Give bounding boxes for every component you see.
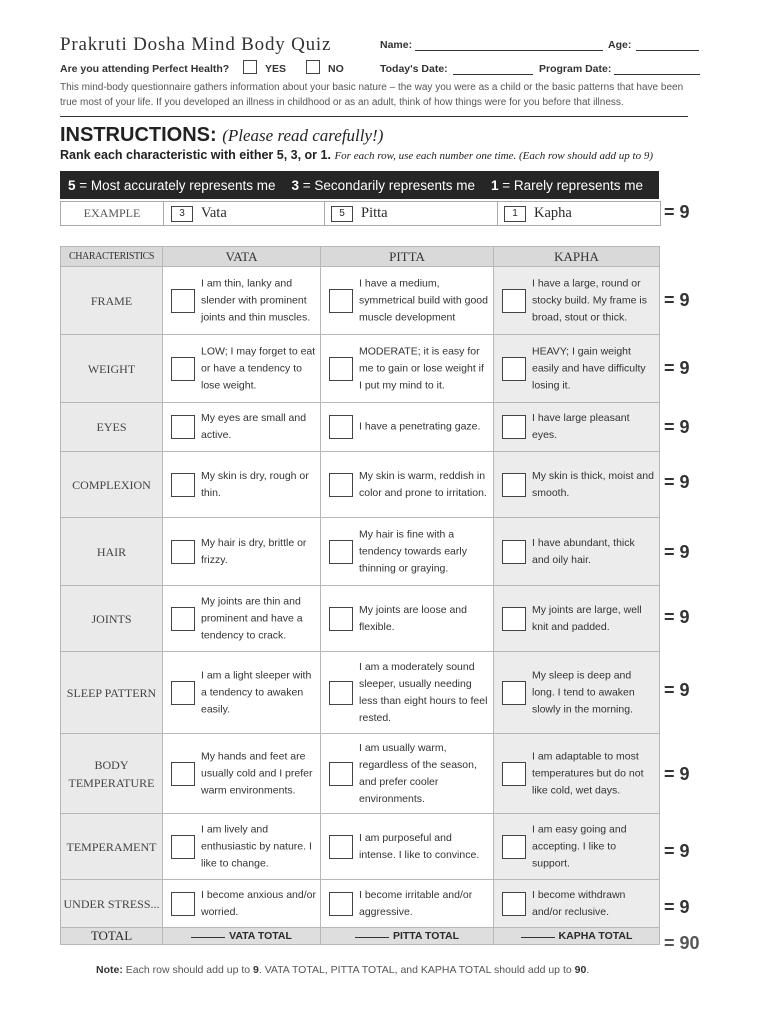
note-nine: 9 xyxy=(253,964,259,976)
example-pitta-box: 5 xyxy=(331,206,353,222)
row-sum: = 9 xyxy=(664,764,690,784)
note-text-b: . VATA TOTAL, PITTA TOTAL, and KAPHA TOTAL should add up to xyxy=(258,964,572,976)
pitta-text: I am purposeful and intense. I like to convince. xyxy=(359,831,480,861)
pitta-cell xyxy=(321,518,494,586)
rank-text: Rank each characteristic with either 5, 3, or 1. xyxy=(60,148,331,162)
example-row xyxy=(60,201,661,226)
vata-cell xyxy=(163,734,321,814)
pitta-score-box[interactable] xyxy=(329,892,353,916)
kapha-text: I have a large, round or stocky build. My frame is broad, stout or thick. xyxy=(532,277,647,323)
kapha-score-box[interactable] xyxy=(502,415,526,439)
kapha-score-box[interactable] xyxy=(502,357,526,381)
kapha-cell xyxy=(494,880,660,928)
vata-text: I am lively and enthusiastic by nature. I like to change. xyxy=(201,823,312,869)
pitta-text: I am a moderately sound sleeper, usually needing less than eight hours to feel rested. xyxy=(359,660,488,724)
vata-score-box[interactable] xyxy=(171,540,195,564)
name-field[interactable] xyxy=(415,50,603,51)
vata-score-box[interactable] xyxy=(171,415,195,439)
kapha-score-box[interactable] xyxy=(502,289,526,313)
kapha-text: I have abundant, thick and oily hair. xyxy=(532,536,635,566)
vata-cell xyxy=(163,814,321,880)
legend-three xyxy=(292,178,476,193)
footer-note xyxy=(96,964,589,976)
kapha-score-box[interactable] xyxy=(502,835,526,859)
row-sum: = 9 xyxy=(664,542,690,562)
kapha-cell xyxy=(494,403,660,452)
vata-text: My hands and feet are usually cold and I prefer warm environments. xyxy=(201,750,313,796)
row-name: TEMPERAMENT xyxy=(61,814,163,880)
vata-cell xyxy=(163,335,321,403)
yes-checkbox[interactable] xyxy=(243,60,257,74)
header-characteristics: CHARACTERISTICS xyxy=(61,247,163,267)
kapha-cell xyxy=(494,452,660,518)
row-name: HAIR xyxy=(61,518,163,586)
pitta-text: I have a penetrating gaze. xyxy=(359,420,481,433)
vata-cell xyxy=(163,586,321,652)
pitta-text: MODERATE; it is easy for me to gain or lose weight if I put my mind to it. xyxy=(359,345,484,391)
kapha-text: My joints are large, well knit and padded. xyxy=(532,603,642,633)
vata-score-box[interactable] xyxy=(171,289,195,313)
legend-three-num: 3 xyxy=(291,177,300,193)
kapha-score-box[interactable] xyxy=(502,681,526,705)
perfect-health-question: Are you attending Perfect Health? xyxy=(60,63,230,75)
row-sum: = 9 xyxy=(664,358,690,378)
rank-subtext: For each row, use each number one time. (Each row should add up to 9) xyxy=(334,150,653,162)
row-name: COMPLEXION xyxy=(61,452,163,518)
vata-total-field[interactable] xyxy=(191,937,225,938)
pitta-score-box[interactable] xyxy=(329,835,353,859)
program-date-label: Program Date: xyxy=(539,63,612,75)
row-sum: = 9 xyxy=(664,897,690,917)
pitta-score-box[interactable] xyxy=(329,415,353,439)
pitta-cell xyxy=(321,452,494,518)
vata-text: My skin is dry, rough or thin. xyxy=(201,469,309,499)
kapha-total-label: KAPHA TOTAL xyxy=(558,930,633,942)
dosha-table xyxy=(60,246,660,945)
row-name: UNDER STRESS... xyxy=(61,880,163,928)
age-label: Age: xyxy=(608,39,632,51)
pitta-score-box[interactable] xyxy=(329,289,353,313)
example-pitta xyxy=(324,202,501,225)
note-text-a: Each row should add up to xyxy=(125,964,251,976)
table-header-row xyxy=(61,247,660,267)
example-label: EXAMPLE xyxy=(61,202,164,225)
legend-one-num: 1 xyxy=(491,177,499,193)
example-kapha-word: Kapha xyxy=(534,205,572,221)
vata-score-box[interactable] xyxy=(171,681,195,705)
kapha-text: I become withdrawn and/or reclusive. xyxy=(532,888,626,918)
vata-total xyxy=(163,928,321,945)
table-row xyxy=(61,814,660,880)
legend-five-text: = Most accurately represents me xyxy=(79,177,276,193)
pitta-cell xyxy=(321,880,494,928)
vata-text: I am a light sleeper with a tendency to awaken easily. xyxy=(201,669,312,715)
row-name: WEIGHT xyxy=(61,335,163,403)
rank-instruction xyxy=(60,148,653,162)
legend-five-num: 5 xyxy=(68,177,76,193)
legend-three-text: = Secondarily represents me xyxy=(302,177,475,193)
row-sum: = 9 xyxy=(664,417,690,437)
legend-bar xyxy=(60,171,659,199)
table-row xyxy=(61,518,660,586)
vata-cell xyxy=(163,652,321,734)
table-row xyxy=(61,734,660,814)
example-vata-box: 3 xyxy=(171,206,193,222)
vata-score-box[interactable] xyxy=(171,835,195,859)
table-row xyxy=(61,452,660,518)
pitta-cell xyxy=(321,586,494,652)
kapha-score-box[interactable] xyxy=(502,892,526,916)
table-row xyxy=(61,267,660,335)
legend-five xyxy=(68,178,276,193)
example-vata xyxy=(171,202,321,225)
pitta-cell xyxy=(321,734,494,814)
name-label: Name: xyxy=(380,39,413,51)
instructions-label: INSTRUCTIONS: xyxy=(60,124,217,146)
example-kapha-box: 1 xyxy=(504,206,526,222)
pitta-score-box[interactable] xyxy=(329,607,353,631)
vata-cell xyxy=(163,880,321,928)
pitta-text: My hair is fine with a tendency towards early thinning or graying. xyxy=(359,528,467,574)
kapha-cell xyxy=(494,586,660,652)
kapha-text: I am easy going and accepting. I like to support. xyxy=(532,823,627,869)
example-vata-word: Vata xyxy=(201,205,227,221)
example-sum: = 9 xyxy=(664,202,690,222)
pitta-text: I have a medium, symmetrical build with good muscle development xyxy=(359,277,488,323)
row-sum: = 9 xyxy=(664,841,690,861)
instructions-note: (Please read carefully!) xyxy=(222,126,384,145)
pitta-text: I become irritable and/or aggressive. xyxy=(359,888,473,918)
no-checkbox[interactable] xyxy=(306,60,320,74)
row-name: SLEEP PATTERN xyxy=(61,652,163,734)
vata-cell xyxy=(163,452,321,518)
row-sum: = 9 xyxy=(664,680,690,700)
todays-date-field[interactable] xyxy=(453,74,533,75)
vata-score-box[interactable] xyxy=(171,607,195,631)
vata-text: My joints are thin and prominent and have a tendency to crack. xyxy=(201,595,303,641)
vata-text: My eyes are small and active. xyxy=(201,412,307,441)
kapha-total-field[interactable] xyxy=(521,937,555,938)
kapha-text: My skin is thick, moist and smooth. xyxy=(532,469,654,499)
legend-one xyxy=(491,178,643,193)
pitta-cell xyxy=(321,335,494,403)
kapha-score-box[interactable] xyxy=(502,473,526,497)
pitta-cell xyxy=(321,403,494,452)
pitta-total-field[interactable] xyxy=(355,937,389,938)
total-label: TOTAL xyxy=(61,928,163,945)
kapha-score-box[interactable] xyxy=(502,607,526,631)
pitta-text: My joints are loose and flexible. xyxy=(359,603,467,633)
pitta-text: I am usually warm, regardless of the season, and prefer cooler environments. xyxy=(359,741,477,805)
row-sum: = 9 xyxy=(664,472,690,492)
row-sum: = 9 xyxy=(664,290,690,310)
todays-date-label: Today's Date: xyxy=(380,63,448,75)
note-text-c: . xyxy=(586,964,590,976)
program-date-field[interactable] xyxy=(614,74,700,75)
vata-cell xyxy=(163,267,321,335)
row-name: JOINTS xyxy=(61,586,163,652)
note-label: Note: xyxy=(96,964,123,976)
kapha-cell xyxy=(494,518,660,586)
vata-text: LOW; I may forget to eat or have a tendency to lose weight. xyxy=(201,345,316,391)
pitta-cell xyxy=(321,814,494,880)
row-name: FRAME xyxy=(61,267,163,335)
pitta-cell xyxy=(321,267,494,335)
kapha-cell xyxy=(494,734,660,814)
table-row xyxy=(61,586,660,652)
note-ninety: 90 xyxy=(574,964,587,976)
table-row xyxy=(61,652,660,734)
total-row xyxy=(61,928,660,945)
intro-text: This mind-body questionnaire gathers information about your basic nature – the way you were as a child or the basic patterns that have been true most of your life. If you developed an illness in childhood or as an adult, think of how things were for you before that illness. xyxy=(60,82,684,108)
quiz-title: Prakruti Dosha Mind Body Quiz xyxy=(60,34,332,55)
kapha-text: I have large pleasant eyes. xyxy=(532,412,630,441)
divider xyxy=(60,116,688,117)
kapha-text: My sleep is deep and long. I tend to awaken slowly in the morning. xyxy=(532,669,635,715)
vata-cell xyxy=(163,403,321,452)
vata-text: I become anxious and/or worried. xyxy=(201,888,316,918)
pitta-score-box[interactable] xyxy=(329,473,353,497)
header-pitta: PITTA xyxy=(321,247,494,267)
kapha-cell xyxy=(494,267,660,335)
instructions-heading xyxy=(60,124,383,147)
vata-cell xyxy=(163,518,321,586)
pitta-text: My skin is warm, reddish in color and prone to irritation. xyxy=(359,469,487,499)
vata-total-label: VATA TOTAL xyxy=(229,930,292,942)
kapha-score-box[interactable] xyxy=(502,762,526,786)
vata-score-box[interactable] xyxy=(171,762,195,786)
pitta-total xyxy=(321,928,494,945)
pitta-score-box[interactable] xyxy=(329,762,353,786)
vata-score-box[interactable] xyxy=(171,357,195,381)
vata-text: I am thin, lanky and slender with prominent joints and thin muscles. xyxy=(201,277,311,323)
row-name: BODY TEMPERATURE xyxy=(61,734,163,814)
vata-score-box[interactable] xyxy=(171,473,195,497)
kapha-score-box[interactable] xyxy=(502,540,526,564)
vata-score-box[interactable] xyxy=(171,892,195,916)
row-sum: = 9 xyxy=(664,607,690,627)
example-pitta-word: Pitta xyxy=(361,205,388,221)
kapha-text: I am adaptable to most temperatures but do not like cold, wet days. xyxy=(532,750,644,796)
header-kapha: KAPHA xyxy=(494,247,660,267)
pitta-cell xyxy=(321,652,494,734)
kapha-cell xyxy=(494,814,660,880)
grand-total: = 90 xyxy=(664,933,700,953)
pitta-score-box[interactable] xyxy=(329,357,353,381)
kapha-total xyxy=(494,928,660,945)
pitta-score-box[interactable] xyxy=(329,681,353,705)
legend-one-text: = Rarely represents me xyxy=(502,177,643,193)
table-row xyxy=(61,335,660,403)
table-row xyxy=(61,880,660,928)
vata-text: My hair is dry, brittle or frizzy. xyxy=(201,536,307,566)
kapha-cell xyxy=(494,335,660,403)
kapha-cell xyxy=(494,652,660,734)
pitta-score-box[interactable] xyxy=(329,540,353,564)
no-label: NO xyxy=(328,63,344,75)
example-kapha xyxy=(497,202,666,225)
pitta-total-label: PITTA TOTAL xyxy=(392,930,460,942)
table-row xyxy=(61,403,660,452)
header-vata: VATA xyxy=(163,247,321,267)
kapha-text: HEAVY; I gain weight easily and have difficulty losing it. xyxy=(532,345,646,391)
row-name: EYES xyxy=(61,403,163,452)
yes-label: YES xyxy=(265,63,287,75)
age-field[interactable] xyxy=(636,50,699,51)
